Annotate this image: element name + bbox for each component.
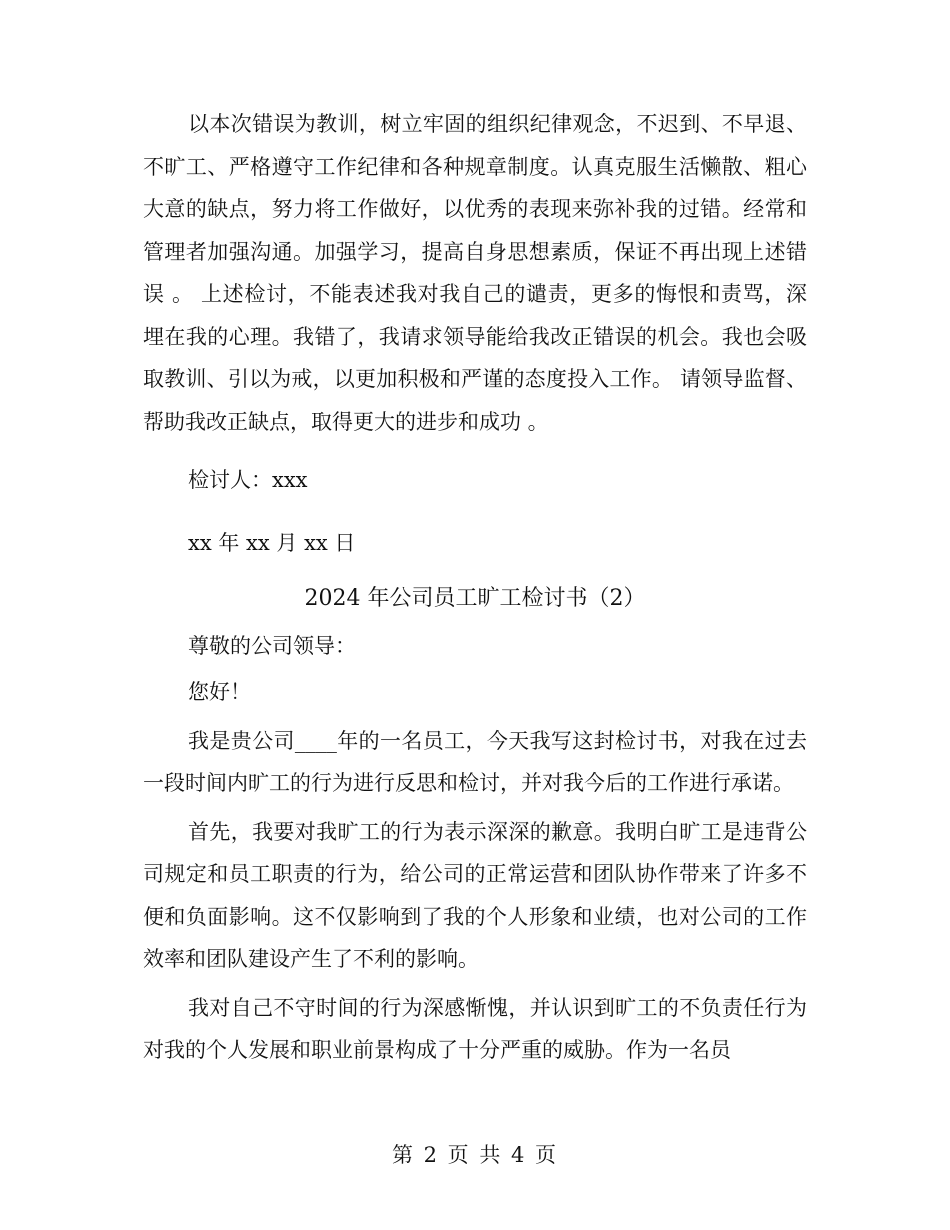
letter-paragraph-3: 我对自己不守时间的行为深感惭愧，并认识到旷工的不负责任行为对我的个人发展和职业前景构成了十分严重的威胁。作为一名员 <box>143 995 807 1062</box>
signer-line: 检讨人：xxx <box>188 468 308 492</box>
date-line: xx 年 xx 月 xx 日 <box>188 530 356 555</box>
letter-hello: 您好！ <box>188 680 251 704</box>
letter-paragraph-1: 我是贵公司____年的一名员工，今天我写这封检讨书，对我在过去一段时间内旷工的行为进行反思和检讨，并对我今后的工作进行承诺。 <box>143 728 807 795</box>
document-content <box>143 103 807 1072</box>
page-footer: 第 2 页 共 4 页 <box>391 1143 559 1167</box>
letter-greeting: 尊敬的公司领导： <box>188 633 356 658</box>
letter-paragraph-2: 首先，我要对我旷工的行为表示深深的歉意。我明白旷工是违背公司规定和员工职责的行为，给公司的正常运营和团队协作带来了许多不便和负面影响。这不仅影响到了我的个人形象和业绩，也对公司的工作效率和团队建设产生了不利的影响。 <box>143 819 807 971</box>
body-paragraph-1: 以本次错误为教训，树立牢固的组织纪律观念，不迟到、不早退、不旷工、严格遵守工作纪律和各种规章制度。认真克服生活懒散、粗心大意的缺点，努力将工作做好，以优秀的表现来弥补我的过错。经常和管理者加强沟通。加强学习，提高自身思想素质，保证不再出现上述错误 。 上述检讨，不能表述我对我自己的谴责，更多的悔恨和责骂，深埋在我的心理。我错了，我请求领导能给我改正错误的机会。我也会吸取教训、引以为戒，以更加积极和严谨的态度投入工作。 请领导监督、帮助我改正缺点，取得更大的进步和成功 。 <box>143 112 807 434</box>
letter-title: 2024 年公司员工旷工检讨书（2） <box>304 586 646 611</box>
